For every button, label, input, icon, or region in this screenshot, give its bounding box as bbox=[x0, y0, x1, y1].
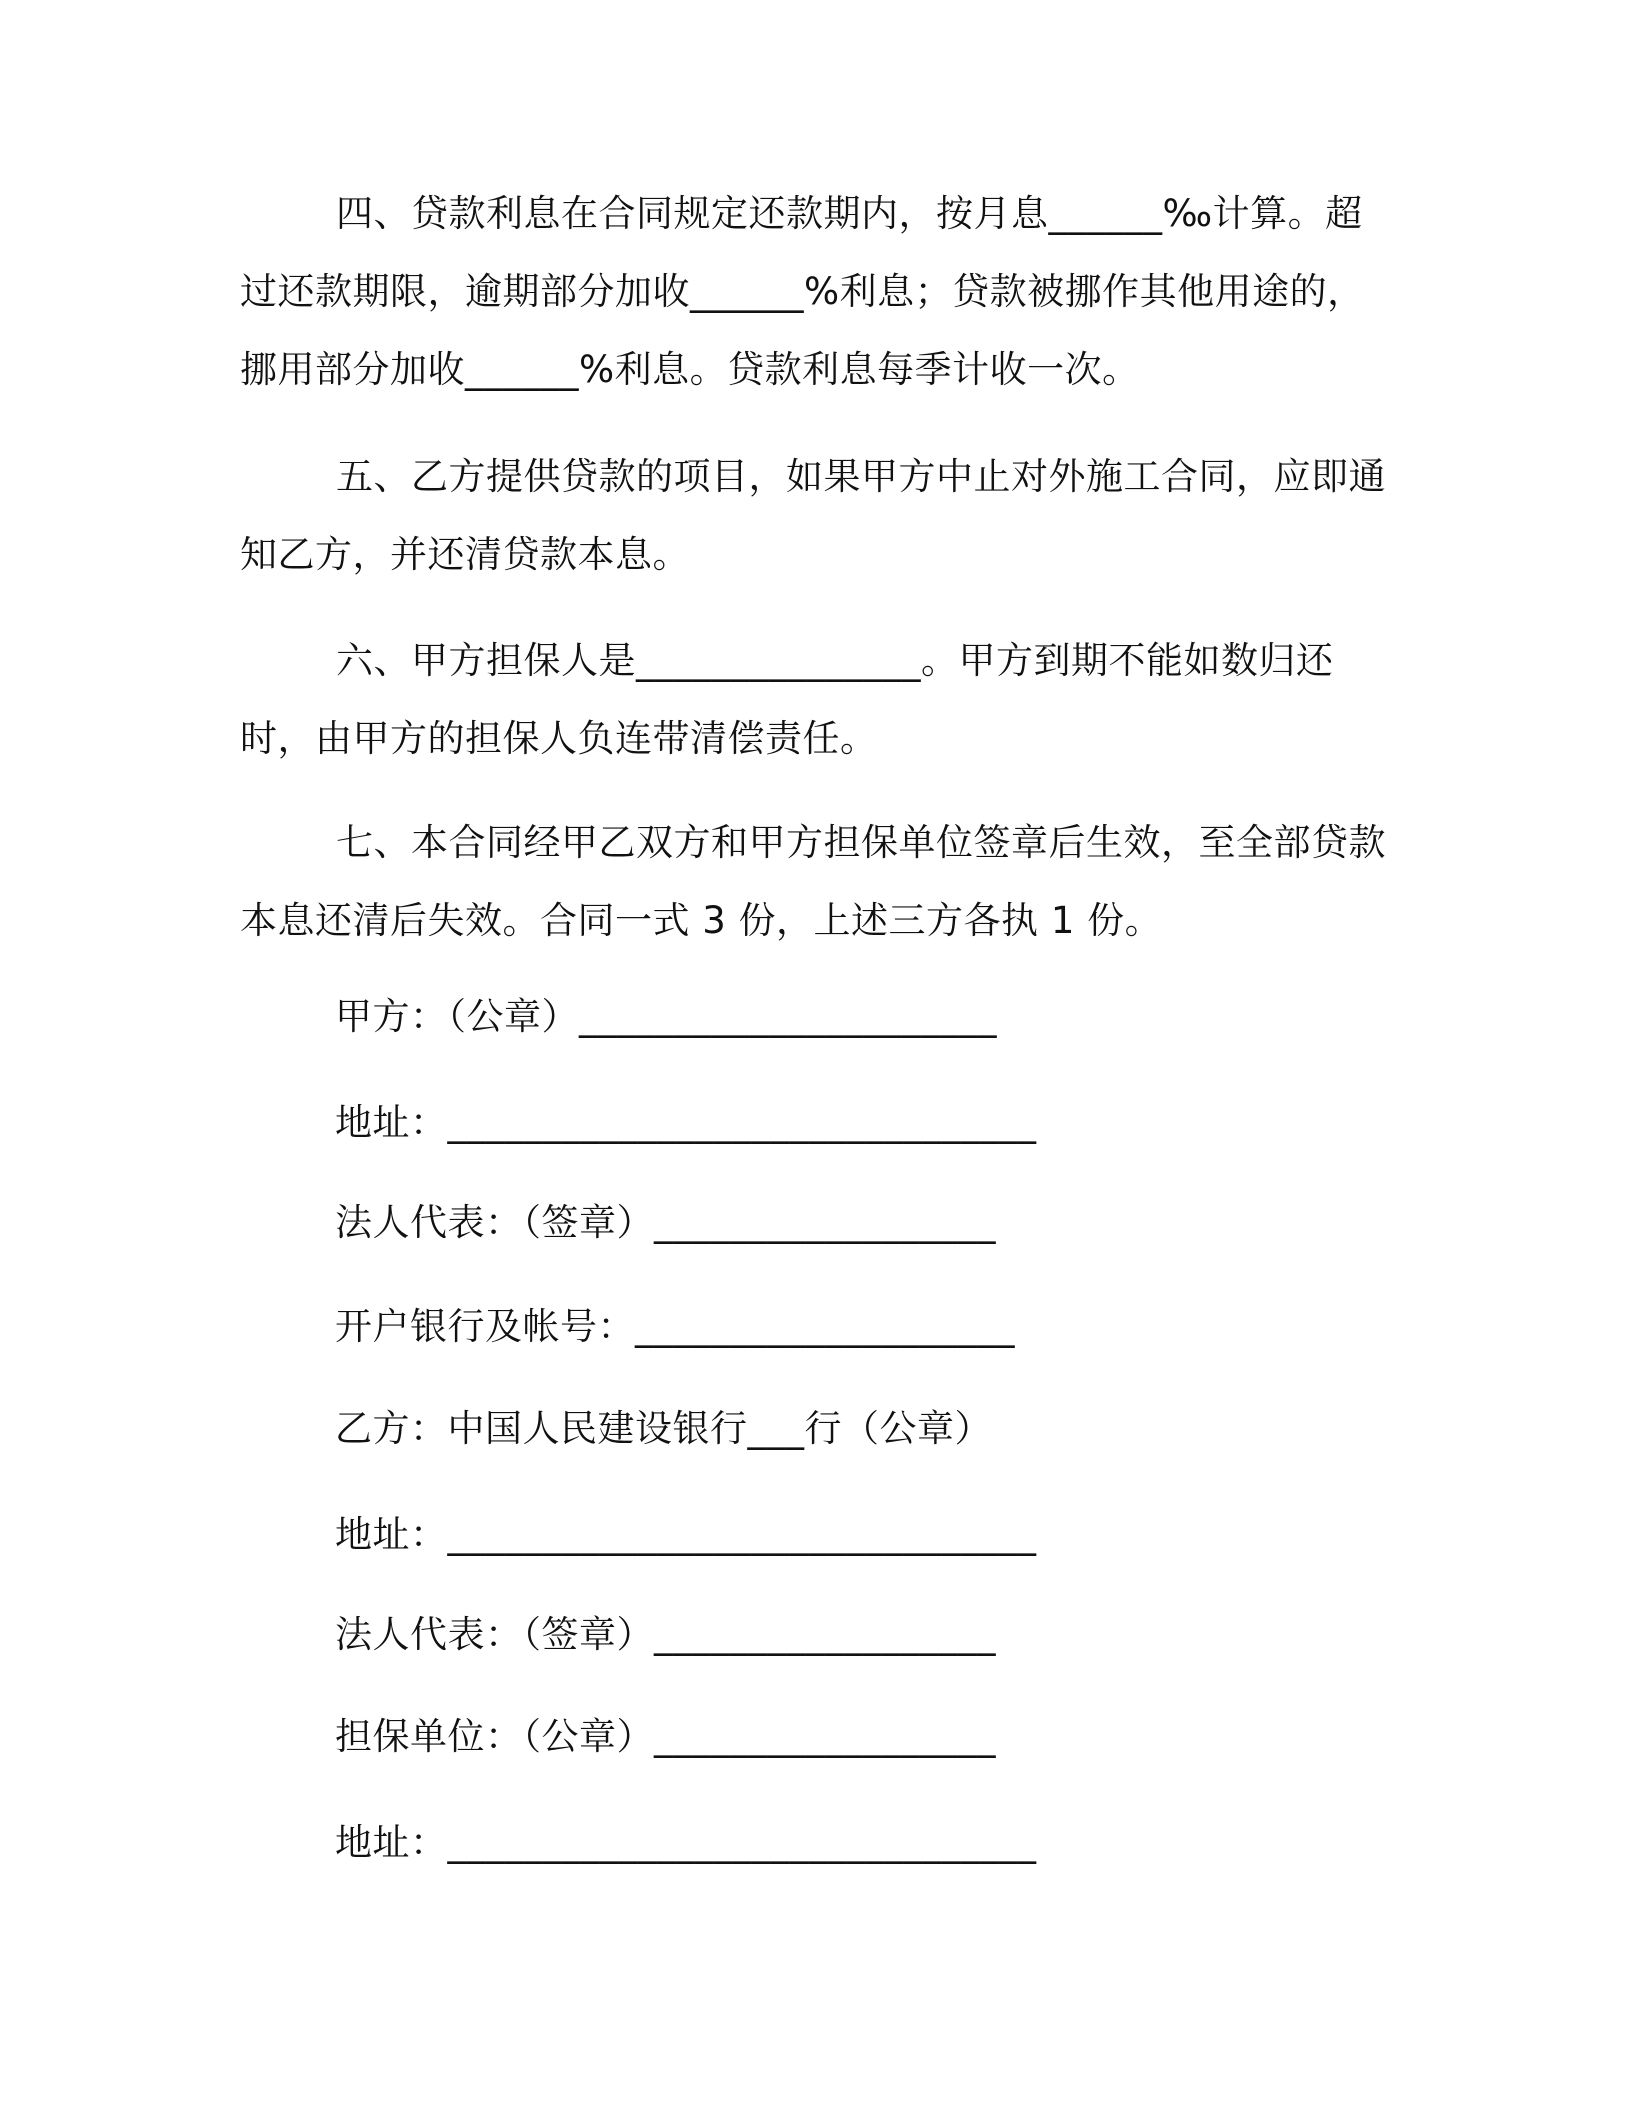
guarantor-address-line: 地址：_______________________________ bbox=[335, 1821, 1037, 1864]
guarantor-seal-line: 担保单位：（公章）__________________ bbox=[335, 1715, 996, 1758]
clause-seven-effectiveness: 七、本合同经甲乙双方和甲方担保单位签章后生效，至全部贷款本息还清后失效。合同一式 3 份，上述三方各执 1 份。 bbox=[240, 821, 1386, 942]
party-a-address-line: 地址：_______________________________ bbox=[335, 1101, 1037, 1144]
party-a-legal-rep-line: 法人代表：（签章）__________________ bbox=[335, 1201, 996, 1244]
clause-six-guarantor: 六、甲方担保人是_______________。甲方到期不能如数归还时，由甲方的担保人负连带清偿责任。 bbox=[240, 639, 1334, 760]
party-a-bank-account-line: 开户银行及帐号：____________________ bbox=[335, 1305, 1015, 1348]
party-b-legal-rep-line: 法人代表：（签章）__________________ bbox=[335, 1613, 996, 1656]
party-b-seal-line: 乙方：中国人民建设银行___行（公章） bbox=[335, 1407, 992, 1450]
party-b-address-line: 地址：_______________________________ bbox=[335, 1513, 1037, 1556]
clause-four-interest: 四、贷款利息在合同规定还款期内，按月息______‰计算。超过还款期限，逾期部分加收______%利息；贷款被挪作其他用途的，挪用部分加收______%利息。贷款利息每季计收一次。 bbox=[240, 192, 1365, 391]
party-a-seal-line: 甲方：（公章）______________________ bbox=[335, 995, 997, 1038]
clause-five-project-termination: 五、乙方提供贷款的项目，如果甲方中止对外施工合同，应即通知乙方，并还清贷款本息。 bbox=[240, 455, 1386, 576]
